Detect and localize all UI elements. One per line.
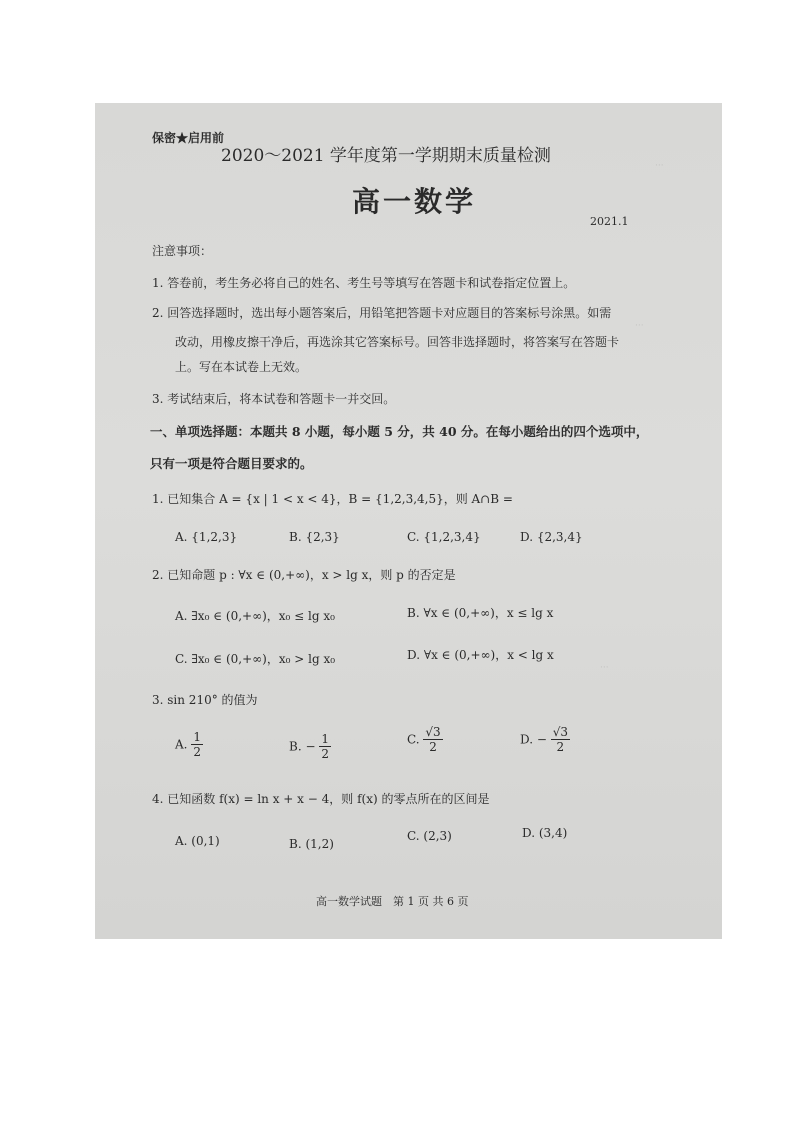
note-item: 2. 回答选择题时，选出每小题答案后，用铅笔把答题卡对应题目的答案标号涂黑。如需 — [152, 306, 612, 320]
q2-option-a: A. ∃x₀ ∈ (0,+∞)，x₀ ≤ lg x₀ — [175, 609, 335, 623]
fraction — [191, 730, 203, 760]
question-3-stem: 3. sin 210° 的值为 — [152, 693, 258, 707]
note-item: 3. 考试结束后，将本试卷和答题卡一并交回。 — [152, 392, 396, 406]
q4-option-c: C. (2,3) — [407, 829, 452, 843]
q4-option-a: A. (0,1) — [175, 834, 220, 848]
notes-heading: 注意事项： — [152, 244, 213, 258]
denominator: 2 — [193, 745, 201, 760]
bleed-through-mark: ··· — [600, 663, 609, 673]
q3-option-c — [407, 725, 443, 755]
option-sign: − — [305, 739, 316, 754]
note-item: 1. 答卷前，考生务必将自己的姓名、考生号等填写在答题卡和试卷指定位置上。 — [152, 276, 576, 290]
fraction — [423, 725, 442, 755]
exam-title: 2020～2021 学年度第一学期期末质量检测 — [221, 146, 551, 166]
q3-option-b — [289, 732, 331, 762]
bleed-through-mark: ··· — [635, 321, 644, 331]
exam-date: 2021.1 — [590, 215, 629, 228]
note-item: 上。写在本试卷上无效。 — [175, 360, 308, 374]
option-letter: B. — [289, 739, 302, 754]
section-heading: 只有一项是符合题目要求的。 — [150, 456, 313, 471]
fraction — [319, 732, 331, 762]
q3-option-d — [520, 725, 570, 755]
bleed-through-mark: ··· — [655, 161, 664, 171]
q2-option-d: D. ∀x ∈ (0,+∞)，x < lg x — [407, 648, 554, 662]
subject-heading: 高一数学 — [352, 185, 477, 218]
page-footer: 高一数学试题 第 1 页 共 6 页 — [316, 895, 469, 908]
q2-option-b: B. ∀x ∈ (0,+∞)，x ≤ lg x — [407, 606, 554, 620]
denominator: 2 — [556, 740, 565, 755]
numerator: 1 — [321, 732, 329, 746]
denominator: 2 — [429, 740, 437, 755]
note-item: 改动，用橡皮擦干净后，再选涂其它答案标号。回答非选择题时，将答案写在答题卡 — [175, 335, 620, 349]
q1-option-d: D. {2,3,4} — [520, 530, 583, 544]
denominator: 2 — [321, 747, 329, 762]
q3-option-a — [175, 730, 203, 760]
question-1-stem: 1. 已知集合 A = {x | 1 < x < 4}，B = {1,2,3,4,5}，则 A∩B = — [152, 492, 513, 506]
question-4-stem: 4. 已知函数 f(x) = ln x + x − 4，则 f(x) 的零点所在的区间是 — [152, 792, 490, 806]
q4-option-b: B. (1,2) — [289, 837, 334, 851]
q1-option-b: B. {2,3} — [289, 530, 340, 544]
option-sign: − — [536, 732, 547, 747]
option-letter: C. — [407, 732, 420, 747]
fraction — [551, 725, 570, 755]
option-letter: D. — [520, 732, 534, 747]
section-heading: 一、单项选择题：本题共 8 小题，每小题 5 分，共 40 分。在每小题给出的四个选项中， — [150, 424, 649, 439]
numerator: √3 — [552, 725, 569, 739]
q1-option-a: A. {1,2,3} — [175, 530, 238, 544]
option-letter: A. — [175, 737, 188, 752]
confidential-label: 保密★启用前 — [152, 131, 225, 145]
q1-option-c: C. {1,2,3,4} — [407, 530, 481, 544]
numerator: 1 — [193, 730, 201, 744]
numerator: √3 — [425, 725, 441, 739]
q2-option-c: C. ∃x₀ ∈ (0,+∞)，x₀ > lg x₀ — [175, 652, 336, 666]
q4-option-d: D. (3,4) — [522, 826, 568, 840]
question-2-stem: 2. 已知命题 p : ∀x ∈ (0,+∞)，x > lg x，则 p 的否定是 — [152, 568, 456, 582]
exam-page-photo — [95, 103, 722, 939]
